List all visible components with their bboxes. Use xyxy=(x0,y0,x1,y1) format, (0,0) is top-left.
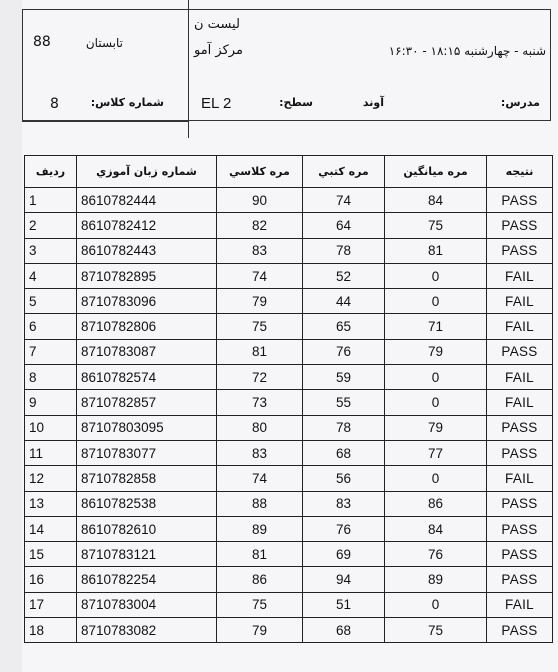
header-title-fragment: لیست ن xyxy=(194,17,240,32)
header-divider-bottom xyxy=(22,121,189,122)
col-average-score-header: مره ميانگين xyxy=(385,156,487,188)
average-score-cell: 0 xyxy=(385,592,487,617)
student-id-cell: 8710782858 xyxy=(77,466,217,491)
row-number-cell: 16 xyxy=(25,567,77,592)
table-row xyxy=(25,567,553,592)
average-score-cell: 0 xyxy=(385,466,487,491)
row-number-cell: 11 xyxy=(25,440,77,465)
table-row xyxy=(25,516,553,541)
average-score-cell: 0 xyxy=(385,289,487,314)
table-row xyxy=(25,289,553,314)
result-cell: FAIL xyxy=(487,314,553,339)
row-number-cell: 17 xyxy=(25,592,77,617)
class-score-cell: 74 xyxy=(217,263,303,288)
col-result-header: نتيجه xyxy=(487,156,553,188)
student-id-cell: 8610782538 xyxy=(77,491,217,516)
header-term: تابستان xyxy=(85,36,123,50)
result-cell: PASS xyxy=(487,339,553,364)
result-cell: PASS xyxy=(487,213,553,238)
header-schedule: شنبه - چهارشنبه ۱۸:۱۵ - ۱۶:۳۰ xyxy=(388,44,546,58)
written-score-cell: 56 xyxy=(303,466,385,491)
average-score-cell: 75 xyxy=(385,618,487,643)
table-row xyxy=(25,542,553,567)
student-id-cell: 8610782412 xyxy=(77,213,217,238)
table-header-row xyxy=(25,156,553,188)
written-score-cell: 68 xyxy=(303,440,385,465)
student-id-cell: 8710782895 xyxy=(77,263,217,288)
written-score-cell: 65 xyxy=(303,314,385,339)
written-score-cell: 74 xyxy=(303,188,385,213)
average-score-cell: 86 xyxy=(385,491,487,516)
class-score-cell: 90 xyxy=(217,188,303,213)
result-cell: PASS xyxy=(487,618,553,643)
written-score-cell: 55 xyxy=(303,390,385,415)
col-written-score-header: مره كتبي xyxy=(303,156,385,188)
written-score-cell: 69 xyxy=(303,542,385,567)
col-row-header: ردیف xyxy=(25,156,77,188)
teacher-label: مدرس: xyxy=(500,96,540,109)
average-score-cell: 79 xyxy=(385,339,487,364)
class-score-cell: 75 xyxy=(217,314,303,339)
written-score-cell: 83 xyxy=(303,491,385,516)
class-score-cell: 73 xyxy=(217,390,303,415)
class-score-cell: 81 xyxy=(217,339,303,364)
table-row xyxy=(25,365,553,390)
average-score-cell: 0 xyxy=(385,390,487,415)
result-cell: PASS xyxy=(487,238,553,263)
row-number-cell: 4 xyxy=(25,263,77,288)
result-cell: PASS xyxy=(487,440,553,465)
class-number-label: شماره کلاس: xyxy=(90,96,164,109)
average-score-cell: 76 xyxy=(385,542,487,567)
written-score-cell: 51 xyxy=(303,592,385,617)
class-score-cell: 86 xyxy=(217,567,303,592)
average-score-cell: 75 xyxy=(385,213,487,238)
result-cell: FAIL xyxy=(487,390,553,415)
row-number-cell: 8 xyxy=(25,365,77,390)
result-cell: PASS xyxy=(487,516,553,541)
row-number-cell: 9 xyxy=(25,390,77,415)
table-row xyxy=(25,188,553,213)
class-score-cell: 80 xyxy=(217,415,303,440)
row-number-cell: 2 xyxy=(25,213,77,238)
header-code: 88 xyxy=(33,34,51,50)
result-cell: PASS xyxy=(487,542,553,567)
written-score-cell: 76 xyxy=(303,339,385,364)
average-score-cell: 81 xyxy=(385,238,487,263)
average-score-cell: 84 xyxy=(385,188,487,213)
class-score-cell: 79 xyxy=(217,289,303,314)
row-number-cell: 10 xyxy=(25,415,77,440)
row-number-cell: 18 xyxy=(25,618,77,643)
average-score-cell: 79 xyxy=(385,415,487,440)
level-value: EL 2 xyxy=(201,95,232,112)
table-row xyxy=(25,213,553,238)
student-id-cell: 8710782857 xyxy=(77,390,217,415)
class-score-cell: 89 xyxy=(217,516,303,541)
col-class-score-header: مره كلاسي xyxy=(217,156,303,188)
student-id-cell: 8710783087 xyxy=(77,339,217,364)
written-score-cell: 68 xyxy=(303,618,385,643)
table-row xyxy=(25,314,553,339)
average-score-cell: 0 xyxy=(385,365,487,390)
class-score-cell: 81 xyxy=(217,542,303,567)
student-id-cell: 8610782574 xyxy=(77,365,217,390)
table-row xyxy=(25,466,553,491)
header-divider xyxy=(188,0,189,138)
result-cell: FAIL xyxy=(487,466,553,491)
result-cell: PASS xyxy=(487,491,553,516)
table-row xyxy=(25,491,553,516)
class-score-cell: 83 xyxy=(217,238,303,263)
student-id-cell: 8710782806 xyxy=(77,314,217,339)
student-id-cell: 8610782254 xyxy=(77,567,217,592)
table-row xyxy=(25,618,553,643)
written-score-cell: 44 xyxy=(303,289,385,314)
average-score-cell: 71 xyxy=(385,314,487,339)
student-id-cell: 8610782444 xyxy=(77,188,217,213)
student-id-cell: 8710783082 xyxy=(77,618,217,643)
student-id-cell: 87107803095 xyxy=(77,415,217,440)
written-score-cell: 78 xyxy=(303,415,385,440)
row-number-cell: 3 xyxy=(25,238,77,263)
row-number-cell: 12 xyxy=(25,466,77,491)
row-number-cell: 15 xyxy=(25,542,77,567)
class-score-cell: 72 xyxy=(217,365,303,390)
table-row xyxy=(25,415,553,440)
row-number-cell: 7 xyxy=(25,339,77,364)
average-score-cell: 89 xyxy=(385,567,487,592)
table-row xyxy=(25,238,553,263)
student-id-cell: 8610782443 xyxy=(77,238,217,263)
result-cell: PASS xyxy=(487,567,553,592)
result-cell: FAIL xyxy=(487,289,553,314)
student-id-cell: 8710783096 xyxy=(77,289,217,314)
written-score-cell: 76 xyxy=(303,516,385,541)
written-score-cell: 64 xyxy=(303,213,385,238)
student-id-cell: 8610782610 xyxy=(77,516,217,541)
teacher-value: آوند xyxy=(362,96,384,109)
col-student-id-header: شماره زبان آموزي xyxy=(77,156,217,188)
result-cell: FAIL xyxy=(487,365,553,390)
row-number-cell: 5 xyxy=(25,289,77,314)
row-number-cell: 13 xyxy=(25,491,77,516)
result-cell: PASS xyxy=(487,415,553,440)
class-score-cell: 82 xyxy=(217,213,303,238)
written-score-cell: 52 xyxy=(303,263,385,288)
average-score-cell: 77 xyxy=(385,440,487,465)
class-score-cell: 75 xyxy=(217,592,303,617)
result-cell: FAIL xyxy=(487,592,553,617)
table-row xyxy=(25,263,553,288)
student-id-cell: 8710783004 xyxy=(77,592,217,617)
class-score-cell: 74 xyxy=(217,466,303,491)
written-score-cell: 94 xyxy=(303,567,385,592)
table-row xyxy=(25,339,553,364)
table-body xyxy=(25,188,553,643)
row-number-cell: 6 xyxy=(25,314,77,339)
table-row xyxy=(25,592,553,617)
result-cell: FAIL xyxy=(487,263,553,288)
class-score-cell: 88 xyxy=(217,491,303,516)
row-number-cell: 1 xyxy=(25,188,77,213)
table-row xyxy=(25,440,553,465)
class-score-cell: 79 xyxy=(217,618,303,643)
written-score-cell: 78 xyxy=(303,238,385,263)
student-id-cell: 8710783077 xyxy=(77,440,217,465)
level-label: سطح: xyxy=(279,96,313,109)
student-id-cell: 8710783121 xyxy=(77,542,217,567)
average-score-cell: 0 xyxy=(385,263,487,288)
written-score-cell: 59 xyxy=(303,365,385,390)
table-row xyxy=(25,390,553,415)
average-score-cell: 84 xyxy=(385,516,487,541)
class-score-cell: 83 xyxy=(217,440,303,465)
grades-table xyxy=(24,155,553,643)
class-number-value: 8 xyxy=(50,96,59,112)
header-center-fragment: مرکز آمو xyxy=(194,43,243,58)
result-cell: PASS xyxy=(487,188,553,213)
row-number-cell: 14 xyxy=(25,516,77,541)
